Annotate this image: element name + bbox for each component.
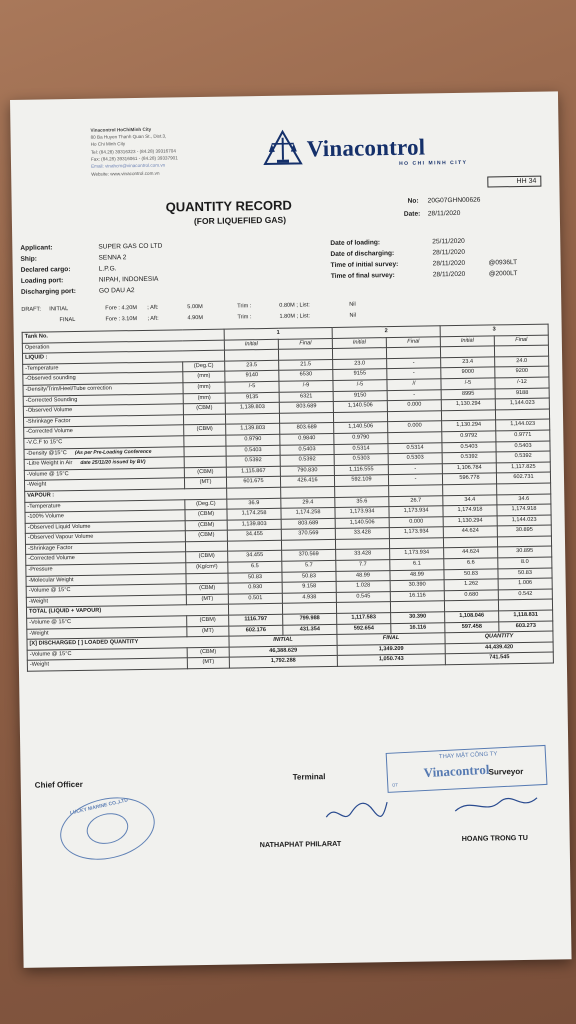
table-cell: 8.0: [498, 557, 552, 568]
info-value: NIPAH, INDONESIA: [98, 275, 159, 284]
table-cell: 6530: [279, 370, 333, 381]
table-cell: -Corrected Volume: [26, 552, 186, 565]
table-cell: (CBM): [187, 647, 229, 658]
draft-trim: 1.80M ; List:: [279, 313, 310, 320]
table-cell: 1,173.934: [389, 506, 443, 517]
address-line: Vinacontrol HoChiMinh City: [90, 126, 152, 133]
table-cell: 1.028: [336, 581, 390, 592]
table-cell: -: [387, 358, 441, 369]
draft-aft: 4.90M: [187, 314, 204, 322]
table-cell: -Observed Liquid Volume: [25, 520, 185, 533]
table-cell: 1,144.023: [496, 419, 550, 430]
page-title: QUANTITY RECORD: [165, 197, 292, 215]
table-cell: 1,117.825: [496, 462, 550, 473]
table-cell: 1,173.934: [390, 548, 444, 559]
stamp-number: 07: [392, 782, 399, 789]
table-cell: 1,174.918: [443, 505, 497, 516]
table-cell: 33.428: [336, 549, 390, 560]
table-cell: /-9: [279, 380, 333, 391]
scale-icon: [263, 129, 304, 166]
table-cell: 0.9792: [442, 431, 496, 442]
table-cell: 0.5392: [496, 451, 550, 462]
table-cell: 1.262: [444, 579, 498, 590]
table-cell: 50.83: [498, 568, 552, 579]
table-cell: 21.5: [279, 359, 333, 370]
info-value: SENNA 2: [98, 254, 127, 262]
info-label: Date of loading:: [330, 239, 381, 247]
table-cell: 1,173.934: [389, 527, 443, 538]
address-line: 80 Ba Huyen Thanh Quan St., Dist.3,: [90, 133, 167, 140]
table-cell: 1,144.023: [495, 398, 549, 409]
table-cell: -Corrected Sounding: [23, 393, 183, 406]
table-cell: -: [388, 474, 442, 485]
table-cell: [184, 446, 226, 457]
table-cell: 0.5314: [334, 443, 388, 454]
info-value: 28/11/2020: [432, 259, 466, 268]
table-cell: [185, 541, 227, 552]
table-cell: 0.9790: [226, 434, 280, 445]
table-cell: 30.895: [497, 525, 551, 536]
surveyor-label: Surveyor: [488, 767, 524, 777]
table-cell: 1,144.023: [497, 515, 551, 526]
table-cell: Tank No.: [22, 329, 224, 343]
table-cell: (CBM): [183, 403, 225, 414]
table-cell: (CBM): [184, 467, 226, 478]
terminal-label: Terminal: [292, 772, 326, 782]
table-cell: (CBM): [184, 424, 226, 435]
table-cell: 3: [440, 324, 548, 336]
table-cell: 0.680: [444, 590, 498, 601]
draft-aft: 5.00M: [187, 303, 203, 311]
table-cell: 26.7: [389, 495, 443, 506]
table-cell: 23.5: [225, 360, 279, 371]
table-cell: 0.5303: [388, 453, 442, 464]
table-cell: 1,117.583: [337, 613, 391, 624]
table-cell: [183, 414, 225, 425]
table-cell: Final: [386, 336, 440, 347]
table-cell: -Observed Volume: [23, 404, 183, 417]
surveyor-stamp: [386, 745, 548, 793]
table-cell: 0.501: [228, 593, 282, 604]
table-cell: 0.930: [228, 583, 282, 594]
table-cell: 34.4: [443, 494, 497, 505]
table-cell: 1,108.046: [445, 611, 499, 622]
info-value: SUPER GAS CO LTD: [98, 242, 163, 251]
draft-label: DRAFT:: [21, 306, 41, 313]
table-cell: -V.C.F to 15°C: [24, 436, 184, 449]
table-cell: 0.9790: [334, 433, 388, 444]
table-cell: (mm): [183, 372, 225, 383]
table-cell: 1,792.288: [229, 656, 337, 668]
table-cell: //: [387, 379, 441, 390]
table-cell: 44.624: [444, 547, 498, 558]
table-cell: 0.5403: [280, 444, 334, 455]
draft-aft-label: ; Aft:: [147, 315, 159, 322]
info-value: L.P.G.: [98, 265, 117, 273]
table-cell: 44.624: [443, 526, 497, 537]
table-cell: Final: [494, 335, 548, 346]
table-cell: [X] DISCHARGED [ ] LOADED QUANTITY: [27, 636, 229, 650]
table-cell: 1,173.934: [335, 507, 389, 518]
terminal-signature: [321, 794, 391, 825]
table-cell: 7.7: [336, 560, 390, 571]
table-cell: Final: [278, 338, 332, 349]
table-cell: (CBM): [187, 615, 229, 626]
table-cell: 0.542: [498, 589, 552, 600]
table-cell: QUANTITY: [445, 631, 553, 643]
table-cell: 799.988: [283, 613, 337, 624]
info-label: Date of discharging:: [330, 249, 395, 258]
table-cell: 6321: [279, 391, 333, 402]
table-cell: 370.569: [282, 550, 336, 561]
table-cell: 602.176: [229, 625, 283, 636]
info-extra: @2000LT: [488, 270, 518, 278]
table-cell: 1,174.258: [227, 508, 281, 519]
table-cell: 1116.797: [229, 614, 283, 625]
table-cell: 0.000: [389, 516, 443, 527]
surveyor-signature: [451, 792, 541, 819]
table-cell: -Pressure: [26, 563, 186, 576]
table-cell: 2: [332, 326, 440, 338]
date-label: Date:: [403, 210, 421, 218]
table-cell: 48.99: [390, 569, 444, 580]
table-cell: 9.158: [282, 582, 336, 593]
quantity-table: [22, 324, 554, 672]
draft-fore: Fore : 4.20M: [105, 305, 138, 312]
logo-name: Vinacontrol: [306, 134, 426, 162]
table-cell: 602.731: [496, 472, 550, 483]
table-cell: 9155: [333, 369, 387, 380]
table-cell: (CBM): [186, 583, 228, 594]
table-cell: -Volume @ 15°C: [27, 648, 187, 661]
address-line: Ho Chi Minh City: [90, 141, 126, 147]
table-cell: -Molecular Weight: [26, 573, 186, 586]
table-cell: (mm): [183, 393, 225, 404]
table-cell: 0.5392: [280, 455, 334, 466]
row-label: -Litre Weight in Air: [26, 460, 73, 467]
table-cell: -: [387, 389, 441, 400]
surveyor-name: HOANG TRONG TU: [461, 832, 528, 843]
table-cell: 16.116: [390, 591, 444, 602]
info-label: Time of initial survey:: [330, 260, 399, 269]
table-cell: 592.109: [334, 475, 388, 486]
table-cell: [186, 573, 228, 584]
table-cell: 1,139.803: [226, 424, 280, 435]
table-cell: 1,130.294: [442, 420, 496, 431]
table-cell: (Deg.C): [185, 499, 227, 510]
table-cell: (Kg/cm²): [186, 562, 228, 573]
table-cell: 0.5392: [226, 455, 280, 466]
table-cell: 370.569: [281, 529, 335, 540]
table-cell: 8995: [441, 388, 495, 399]
table-cell: (CBM): [185, 520, 227, 531]
table-cell: 0.000: [388, 421, 442, 432]
address-line: Website: www.vinacontrol.com.vn: [91, 170, 160, 177]
table-cell: 1,116.555: [334, 464, 388, 475]
table-cell: -Density/Trim/Heel/Tube correction: [23, 383, 183, 396]
info-label: Time of final survey:: [330, 271, 395, 280]
table-cell: 0.000: [387, 400, 441, 411]
info-value: 25/11/2020: [432, 237, 465, 246]
table-cell: FINAL: [337, 633, 445, 645]
table-cell: Initial: [440, 336, 494, 347]
info-label: Discharging port:: [20, 287, 77, 296]
ship-stamp: [54, 789, 161, 869]
address-line: Email: vinahcm@vinacontrol.com.vn: [91, 162, 166, 169]
table-cell: (mm): [183, 382, 225, 393]
info-value: 28/11/2020: [432, 248, 466, 257]
table-cell: /-5: [441, 378, 495, 389]
table-cell: -Weight: [26, 595, 186, 608]
table-cell: -: [387, 368, 441, 379]
draft-trim-label: Trim :: [237, 314, 252, 321]
terminal-name: NATHAPHAT PHILARAT: [259, 838, 342, 850]
table-cell: 46,388.629: [229, 645, 337, 657]
table-cell: 16.116: [391, 622, 445, 633]
table-cell: INITIAL: [229, 635, 337, 647]
address-line: Fax: (84.28) 39316061 - (84.28) 39337901: [90, 155, 178, 162]
table-cell: 34.6: [497, 494, 551, 505]
info-extra: @0936LT: [488, 259, 518, 267]
table-cell: 603.273: [499, 621, 553, 632]
table-cell: -Observed sounding: [23, 372, 183, 385]
chief-officer-label: Chief Officer: [34, 779, 83, 790]
table-cell: (Deg.C): [183, 361, 225, 372]
table-cell: 4.938: [282, 592, 336, 603]
table-cell: 1,174.258: [281, 508, 335, 519]
table-cell: -Observed Vapour Volume: [25, 531, 185, 544]
table-cell: Operation: [22, 340, 224, 354]
table-cell: 1,139.803: [225, 402, 279, 413]
table-cell: 1,349.209: [337, 644, 445, 656]
table-cell: 44,439.420: [445, 642, 553, 654]
table-cell: VAPOUR :: [25, 488, 227, 502]
row-label: -Density @15°C: [26, 449, 67, 457]
table-cell: Initial: [224, 339, 278, 350]
table-cell: 6.6: [444, 558, 498, 569]
table-cell: 35.6: [335, 496, 389, 507]
table-cell: 9000: [441, 367, 495, 378]
table-cell: 0.5314: [388, 442, 442, 453]
doc-no: 20G07GHN00626: [427, 196, 481, 205]
table-cell: (MT): [187, 626, 229, 637]
draft-aft-label: ; Aft:: [147, 304, 159, 311]
table-cell: -Weight: [27, 626, 187, 639]
table-cell: -Temperature: [23, 362, 183, 375]
table-cell: 9140: [225, 371, 279, 382]
draft-final-label: FINAL: [59, 317, 76, 324]
table-cell: 6.5: [228, 561, 282, 572]
table-cell: 597.458: [445, 622, 499, 633]
table-cell: TOTAL (LIQUID + VAPOUR): [26, 605, 228, 619]
info-label: Loading port:: [20, 277, 64, 285]
table-cell: 1,050.743: [337, 654, 445, 666]
table-cell: 34.455: [228, 551, 282, 562]
table-cell: 592.654: [337, 623, 391, 634]
stamp-brand: Vinacontrol: [423, 761, 490, 781]
draft-list: Nil: [349, 301, 356, 308]
table-cell: 0.9771: [496, 430, 550, 441]
table-cell: 596.778: [442, 473, 496, 484]
table-cell: (MT): [184, 477, 226, 488]
form-code: HH 34: [487, 176, 541, 188]
table-cell: [184, 456, 226, 467]
table-cell: 1: [224, 327, 332, 339]
table-cell: 803.689: [281, 518, 335, 529]
draft-list: Nil: [349, 312, 357, 319]
table-cell: 23.0: [333, 358, 387, 369]
table-cell: 30.390: [391, 612, 445, 623]
table-cell: -Temperature: [25, 499, 185, 512]
doc-no-label: No:: [407, 197, 419, 205]
info-value: 28/11/2020: [432, 270, 466, 279]
table-cell: -: [388, 463, 442, 474]
table-cell: 1,130.294: [441, 399, 495, 410]
table-cell: 0.5403: [442, 441, 496, 452]
table-cell: 0.5403: [496, 441, 550, 452]
table-cell: 1,139.803: [227, 519, 281, 530]
table-cell: 803.689: [280, 423, 334, 434]
conference-note: date 25/11/20 issued by BV): [80, 459, 146, 467]
table-cell: 741.545: [445, 652, 553, 664]
draft-fore: Fore : 3.10M: [105, 316, 138, 323]
page-subtitle: (FOR LIQUEFIED GAS): [193, 214, 287, 227]
conference-note: (As per Pre-Loading Conference: [74, 448, 152, 456]
table-cell: 9200: [495, 366, 549, 377]
table-cell: 50.83: [444, 569, 498, 580]
table-cell: -Shrinkage Factor: [25, 542, 185, 555]
table-cell: -Shrinkage Factor: [23, 415, 183, 428]
table-cell: 1,130.294: [443, 516, 497, 527]
table-cell: -Corrected Volume: [24, 425, 184, 438]
table-cell: 6.1: [390, 559, 444, 570]
table-cell: -Volume @ 15°C: [26, 584, 186, 597]
table-cell: 1,174.918: [497, 504, 551, 515]
table-cell: 1.006: [498, 578, 552, 589]
table-cell: (CBM): [186, 552, 228, 563]
table-cell: /-12: [495, 377, 549, 388]
company-address: [10, 91, 558, 177]
table-cell: 0.5392: [442, 452, 496, 463]
info-label: Declared cargo:: [20, 266, 71, 274]
table-cell: 431.354: [283, 624, 337, 635]
table-cell: 0.545: [336, 591, 390, 602]
table-cell: 50.83: [282, 571, 336, 582]
table-cell: 30.390: [390, 580, 444, 591]
table-cell: [184, 435, 226, 446]
table-cell: 1,140.506: [333, 401, 387, 412]
table-cell: 426.416: [280, 476, 334, 487]
table-cell: 33.428: [335, 528, 389, 539]
table-cell: 36.9: [227, 498, 281, 509]
table-cell: 790.830: [280, 465, 334, 476]
table-cell: 0.5403: [226, 445, 280, 456]
table-cell: Initial: [332, 337, 386, 348]
table-cell: (CBM): [185, 530, 227, 541]
table-cell: 0.5303: [334, 454, 388, 465]
table-cell: (MT): [187, 658, 229, 669]
stamp-top-text: THAY MẶT CÔNG TY: [438, 751, 498, 761]
table-cell: 48.99: [336, 570, 390, 581]
table-cell: /-5: [225, 381, 279, 392]
draft-initial-label: INITIAL: [49, 306, 69, 313]
table-cell: 1,140.506: [335, 517, 389, 528]
table-cell: 1,106.784: [442, 463, 496, 474]
table-cell: 601.675: [226, 477, 280, 488]
info-label: Ship:: [20, 255, 38, 263]
table-cell: 0.9840: [280, 433, 334, 444]
table-cell: 5.7: [282, 561, 336, 572]
table-cell: (MT): [186, 594, 228, 605]
table-cell: 50.83: [228, 572, 282, 583]
date: 28/11/2020: [427, 209, 461, 218]
table-cell: 803.689: [279, 402, 333, 413]
address-line: Tel: (84.28) 39316323 - (84.28) 39316704: [90, 148, 176, 155]
quantity-record-document: [10, 91, 572, 968]
table-cell: 9188: [495, 388, 549, 399]
logo-subtitle: HO CHI MINH CITY: [399, 159, 468, 167]
table-cell: -Volume @ 15°C: [24, 468, 184, 481]
table-cell: 23.4: [441, 357, 495, 368]
table-cell: -Volume @ 15°C: [27, 616, 187, 629]
table-cell: 24.0: [495, 356, 549, 367]
table-cell: -Weight: [27, 658, 187, 671]
table-cell: 1,140.506: [334, 422, 388, 433]
table-cell: (CBM): [185, 509, 227, 520]
table-cell: /-5: [333, 380, 387, 391]
table-cell: 9150: [333, 390, 387, 401]
draft-trim-label: Trim :: [237, 303, 252, 310]
ship-stamp-text: LUCKY MARINE CO.,LTD: [69, 797, 129, 817]
table-cell: 30.895: [498, 547, 552, 558]
info-label: Applicant:: [20, 244, 53, 252]
table-cell: 1,115.867: [226, 466, 280, 477]
info-value: GO DAU A2: [98, 287, 135, 295]
table-cell: 1,118.831: [499, 610, 553, 621]
table-cell: -100% Volume: [25, 510, 185, 523]
draft-trim: 0.80M ; List:: [279, 302, 310, 309]
table-cell: 9135: [225, 392, 279, 403]
table-cell: 34.455: [227, 530, 281, 541]
table-cell: -Weight: [24, 478, 184, 491]
table-cell: 29.4: [281, 497, 335, 508]
table-cell: LIQUID :: [22, 350, 224, 364]
